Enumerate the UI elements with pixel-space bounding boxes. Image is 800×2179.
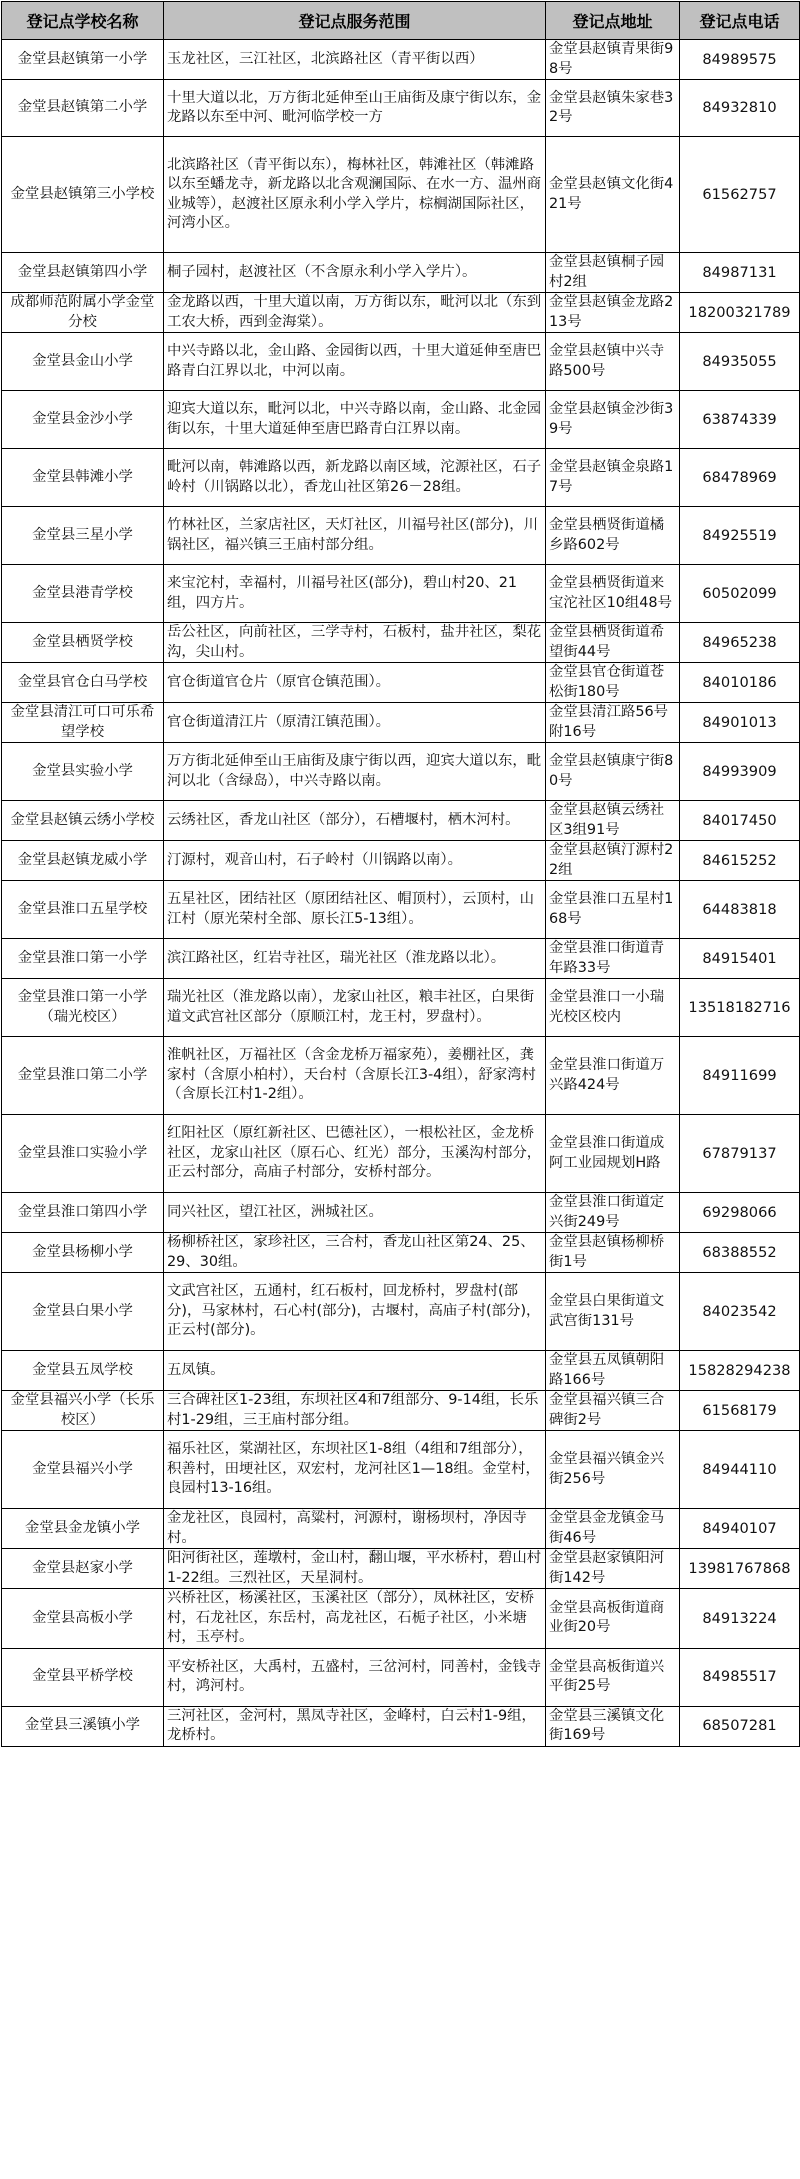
address-cell: 金堂县三溪镇文化街169号 — [546, 1706, 680, 1746]
school-name-cell: 金堂县杨柳小学 — [2, 1233, 164, 1273]
school-name-cell: 金堂县白果小学 — [2, 1273, 164, 1351]
phone-cell: 61568179 — [680, 1391, 800, 1431]
service-scope-cell: 北滨路社区（青平街以东），梅林社区，韩滩社区（韩滩路以东至蟠龙寺，新龙路以北含观澜国际、在水一方、温州商业城等），赵渡社区原永利小学入学片，棕榈湖国际社区，河湾小区。 — [164, 137, 546, 253]
table-row — [2, 333, 800, 391]
address-cell: 金堂县淮口五星村168号 — [546, 881, 680, 939]
phone-cell: 67879137 — [680, 1115, 800, 1193]
table-row — [2, 939, 800, 979]
service-scope-cell: 滨江路社区，红岩寺社区，瑞光社区（淮龙路以北）。 — [164, 939, 546, 979]
service-scope-cell: 岳公社区，向前社区，三学寺村，石板村，盐井社区，梨花沟，尖山村。 — [164, 623, 546, 663]
table-row — [2, 1193, 800, 1233]
phone-cell: 60502099 — [680, 565, 800, 623]
phone-cell: 13981767868 — [680, 1549, 800, 1589]
phone-cell: 84993909 — [680, 743, 800, 801]
registration-table-sheet — [1, 1, 799, 1747]
address-cell: 金堂县淮口街道成阿工业园规划H路 — [546, 1115, 680, 1193]
service-scope-cell: 阳河街社区，莲墩村，金山村，翻山堰，平水桥村，碧山村1-22组。三烈社区，天星洞村。 — [164, 1549, 546, 1589]
school-name-cell: 金堂县赵镇第二小学 — [2, 80, 164, 137]
address-cell: 金堂县福兴镇三合碑街2号 — [546, 1391, 680, 1431]
address-cell: 金堂县金龙镇金马街46号 — [546, 1509, 680, 1549]
table-row — [2, 565, 800, 623]
school-name-cell: 金堂县金山小学 — [2, 333, 164, 391]
phone-cell: 84989575 — [680, 40, 800, 80]
table-row — [2, 979, 800, 1037]
table-row — [2, 1233, 800, 1273]
table-row — [2, 623, 800, 663]
address-cell: 金堂县栖贤街道希望街44号 — [546, 623, 680, 663]
phone-cell: 63874339 — [680, 391, 800, 449]
school-name-cell: 金堂县淮口第一小学 — [2, 939, 164, 979]
address-cell: 金堂县高板街道商业街20号 — [546, 1589, 680, 1649]
phone-cell: 84932810 — [680, 80, 800, 137]
table-row — [2, 743, 800, 801]
phone-cell: 84985517 — [680, 1648, 800, 1706]
service-scope-cell: 兴桥社区，杨溪社区，玉溪社区（部分），凤林社区，安桥村，石龙社区，东岳村，高龙社区，石栀子社区，小米塘村，玉亭村。 — [164, 1589, 546, 1649]
phone-cell: 84925519 — [680, 507, 800, 565]
school-name-cell: 金堂县淮口第二小学 — [2, 1037, 164, 1115]
phone-cell: 84010186 — [680, 663, 800, 703]
service-scope-cell: 万方街北延伸至山王庙街及康宁街以西，迎宾大道以东，毗河以北（含绿岛），中兴寺路以南。 — [164, 743, 546, 801]
header-service-scope: 登记点服务范围 — [164, 2, 546, 40]
address-cell: 金堂县清江路56号附16号 — [546, 703, 680, 743]
table-row — [2, 1273, 800, 1351]
address-cell: 金堂县赵镇杨柳桥街1号 — [546, 1233, 680, 1273]
school-name-cell: 金堂县栖贤学校 — [2, 623, 164, 663]
school-name-cell: 金堂县赵镇龙威小学 — [2, 841, 164, 881]
school-name-cell: 金堂县韩滩小学 — [2, 449, 164, 507]
phone-cell: 61562757 — [680, 137, 800, 253]
school-name-cell: 金堂县清江可口可乐希望学校 — [2, 703, 164, 743]
school-name-cell: 金堂县赵镇第一小学 — [2, 40, 164, 80]
service-scope-cell: 平安桥社区，大禹村，五盛村，三岔河村，同善村，金钱寺村，鸿河村。 — [164, 1648, 546, 1706]
address-cell: 金堂县赵镇青果街98号 — [546, 40, 680, 80]
service-scope-cell: 三合碑社区1-23组，东坝社区4和7组部分、9-14组，长乐村1-29组，三王庙村部分组。 — [164, 1391, 546, 1431]
service-scope-cell: 金龙路以西，十里大道以南，万方街以东，毗河以北（东到工农大桥，西到金海棠）。 — [164, 293, 546, 333]
table-header — [2, 2, 800, 40]
service-scope-cell: 五凤镇。 — [164, 1351, 546, 1391]
table-row — [2, 1351, 800, 1391]
service-scope-cell: 文武宫社区，五通村，红石板村，回龙桥村，罗盘村(部分)，马家林村，石心村(部分)，古堰村，高庙子村(部分)，正云村(部分)。 — [164, 1273, 546, 1351]
service-scope-cell: 竹林社区，兰家店社区，天灯社区，川福号社区(部分)，川锅社区，福兴镇三王庙村部分组。 — [164, 507, 546, 565]
address-cell: 金堂县淮口街道定兴街249号 — [546, 1193, 680, 1233]
service-scope-cell: 迎宾大道以东，毗河以北，中兴寺路以南，金山路、北金园街以东，十里大道延伸至唐巴路青白江界以南。 — [164, 391, 546, 449]
school-name-cell: 金堂县三星小学 — [2, 507, 164, 565]
header-phone: 登记点电话 — [680, 2, 800, 40]
school-name-cell: 金堂县五凤学校 — [2, 1351, 164, 1391]
phone-cell: 15828294238 — [680, 1351, 800, 1391]
school-name-cell: 金堂县平桥学校 — [2, 1648, 164, 1706]
school-name-cell: 金堂县金龙镇小学 — [2, 1509, 164, 1549]
table-row — [2, 507, 800, 565]
address-cell: 金堂县赵镇金龙路213号 — [546, 293, 680, 333]
address-cell: 金堂县白果街道文武宫街131号 — [546, 1273, 680, 1351]
phone-cell: 68507281 — [680, 1706, 800, 1746]
phone-cell: 84940107 — [680, 1509, 800, 1549]
school-name-cell: 金堂县高板小学 — [2, 1589, 164, 1649]
service-scope-cell: 汀源村，观音山村，石子岭村（川锅路以南）。 — [164, 841, 546, 881]
table-row — [2, 40, 800, 80]
phone-cell: 84017450 — [680, 801, 800, 841]
school-name-cell: 金堂县淮口第四小学 — [2, 1193, 164, 1233]
school-name-cell: 金堂县港青学校 — [2, 565, 164, 623]
school-name-cell: 金堂县福兴小学 — [2, 1431, 164, 1509]
table-row — [2, 1648, 800, 1706]
phone-cell: 84023542 — [680, 1273, 800, 1351]
school-name-cell: 金堂县赵镇第四小学 — [2, 253, 164, 293]
table-row — [2, 1706, 800, 1746]
table-row — [2, 1589, 800, 1649]
table-row — [2, 137, 800, 253]
service-scope-cell: 毗河以南，韩滩路以西，新龙路以南区域，沱源社区，石子岭村（川锅路以北），香龙山社区第26－28组。 — [164, 449, 546, 507]
address-cell: 金堂县淮口街道青年路33号 — [546, 939, 680, 979]
address-cell: 金堂县淮口一小瑞光校区校内 — [546, 979, 680, 1037]
school-name-cell: 金堂县福兴小学（长乐校区） — [2, 1391, 164, 1431]
service-scope-cell: 金龙社区，良园村，高粱村，河源村，谢杨坝村，净因寺村。 — [164, 1509, 546, 1549]
header-address: 登记点地址 — [546, 2, 680, 40]
table-body — [2, 40, 800, 1747]
address-cell: 金堂县赵镇朱家巷32号 — [546, 80, 680, 137]
service-scope-cell: 十里大道以北，万方街北延伸至山王庙街及康宁街以东，金龙路以东至中河、毗河临学校一方 — [164, 80, 546, 137]
address-cell: 金堂县赵镇文化街421号 — [546, 137, 680, 253]
address-cell: 金堂县栖贤街道橘乡路602号 — [546, 507, 680, 565]
school-name-cell: 金堂县赵镇云绣小学校 — [2, 801, 164, 841]
phone-cell: 64483818 — [680, 881, 800, 939]
address-cell: 金堂县赵镇桐子园村2组 — [546, 253, 680, 293]
table-row — [2, 703, 800, 743]
header-row — [2, 2, 800, 40]
header-school-name: 登记点学校名称 — [2, 2, 164, 40]
table-row — [2, 1549, 800, 1589]
address-cell: 金堂县赵家镇阳河街142号 — [546, 1549, 680, 1589]
school-name-cell: 金堂县赵镇第三小学校 — [2, 137, 164, 253]
table-row — [2, 881, 800, 939]
school-name-cell: 金堂县淮口第一小学（瑞光校区） — [2, 979, 164, 1037]
address-cell: 金堂县栖贤街道来宝沱社区10组48号 — [546, 565, 680, 623]
registration-table — [1, 1, 800, 1747]
phone-cell: 84987131 — [680, 253, 800, 293]
service-scope-cell: 官仓街道官仓片（原官仓镇范围）。 — [164, 663, 546, 703]
address-cell: 金堂县赵镇康宁街80号 — [546, 743, 680, 801]
school-name-cell: 金堂县金沙小学 — [2, 391, 164, 449]
phone-cell: 68388552 — [680, 1233, 800, 1273]
school-name-cell: 金堂县三溪镇小学 — [2, 1706, 164, 1746]
table-row — [2, 801, 800, 841]
phone-cell: 84944110 — [680, 1431, 800, 1509]
service-scope-cell: 玉龙社区，三江社区，北滨路社区（青平街以西） — [164, 40, 546, 80]
service-scope-cell: 桐子园村，赵渡社区（不含原永利小学入学片）。 — [164, 253, 546, 293]
address-cell: 金堂县赵镇云绣社区3组91号 — [546, 801, 680, 841]
table-row — [2, 1431, 800, 1509]
school-name-cell: 金堂县实验小学 — [2, 743, 164, 801]
phone-cell: 84915401 — [680, 939, 800, 979]
address-cell: 金堂县高板街道兴平街25号 — [546, 1648, 680, 1706]
school-name-cell: 金堂县淮口五星学校 — [2, 881, 164, 939]
phone-cell: 13518182716 — [680, 979, 800, 1037]
service-scope-cell: 三河社区，金河村，黑凤寺社区，金峰村，白云村1-9组，龙桥村。 — [164, 1706, 546, 1746]
table-row — [2, 253, 800, 293]
address-cell: 金堂县淮口街道万兴路424号 — [546, 1037, 680, 1115]
address-cell: 金堂县五凤镇朝阳路166号 — [546, 1351, 680, 1391]
table-row — [2, 663, 800, 703]
school-name-cell: 金堂县官仓白马学校 — [2, 663, 164, 703]
phone-cell: 18200321789 — [680, 293, 800, 333]
service-scope-cell: 同兴社区，望江社区，洲城社区。 — [164, 1193, 546, 1233]
phone-cell: 84935055 — [680, 333, 800, 391]
table-row — [2, 449, 800, 507]
address-cell: 金堂县赵镇金沙街39号 — [546, 391, 680, 449]
table-row — [2, 1509, 800, 1549]
phone-cell: 84913224 — [680, 1589, 800, 1649]
service-scope-cell: 来宝沱村，幸福村，川福号社区(部分)，碧山村20、21组，四方片。 — [164, 565, 546, 623]
school-name-cell: 金堂县赵家小学 — [2, 1549, 164, 1589]
table-row — [2, 1391, 800, 1431]
service-scope-cell: 福乐社区，棠湖社区，东坝社区1-8组（4组和7组部分），积善村，田埂社区，双宏村，龙河社区1—18组。金堂村，良园村13-16组。 — [164, 1431, 546, 1509]
service-scope-cell: 杨柳桥社区，家珍社区，三合村，香龙山社区第24、25、29、30组。 — [164, 1233, 546, 1273]
table-row — [2, 841, 800, 881]
address-cell: 金堂县赵镇汀源村22组 — [546, 841, 680, 881]
school-name-cell: 金堂县淮口实验小学 — [2, 1115, 164, 1193]
address-cell: 金堂县赵镇中兴寺路500号 — [546, 333, 680, 391]
phone-cell: 84615252 — [680, 841, 800, 881]
phone-cell: 84911699 — [680, 1037, 800, 1115]
address-cell: 金堂县官仓街道苍松街180号 — [546, 663, 680, 703]
school-name-cell: 成都师范附属小学金堂分校 — [2, 293, 164, 333]
phone-cell: 84901013 — [680, 703, 800, 743]
address-cell: 金堂县福兴镇金兴街256号 — [546, 1431, 680, 1509]
service-scope-cell: 中兴寺路以北，金山路、金园街以西，十里大道延伸至唐巴路青白江界以北，中河以南。 — [164, 333, 546, 391]
service-scope-cell: 官仓街道清江片（原清江镇范围）。 — [164, 703, 546, 743]
service-scope-cell: 瑞光社区（淮龙路以南），龙家山社区，粮丰社区，白果街道文武宫社区部分（原顺江村，龙王村，罗盘村）。 — [164, 979, 546, 1037]
table-row — [2, 1115, 800, 1193]
table-row — [2, 391, 800, 449]
phone-cell: 68478969 — [680, 449, 800, 507]
service-scope-cell: 红阳社区（原红新社区、巴德社区），一根松社区，金龙桥社区，龙家山社区（原石心、红光）部分，玉溪沟村部分，正云村部分，高庙子村部分，安桥村部分。 — [164, 1115, 546, 1193]
phone-cell: 69298066 — [680, 1193, 800, 1233]
table-row — [2, 1037, 800, 1115]
address-cell: 金堂县赵镇金泉路17号 — [546, 449, 680, 507]
service-scope-cell: 云绣社区，香龙山社区（部分），石槽堰村，栖木河村。 — [164, 801, 546, 841]
table-row — [2, 80, 800, 137]
service-scope-cell: 淮帆社区，万福社区（含金龙桥万福家苑），姜棚社区，龚家村（含原小柏村），天台村（含原长江3-4组），舒家湾村（含原长江村1-2组）。 — [164, 1037, 546, 1115]
service-scope-cell: 五星社区，团结社区（原团结社区、帽顶村），云顶村，山江村（原光荣村全部、原长江5-13组）。 — [164, 881, 546, 939]
table-row — [2, 293, 800, 333]
phone-cell: 84965238 — [680, 623, 800, 663]
